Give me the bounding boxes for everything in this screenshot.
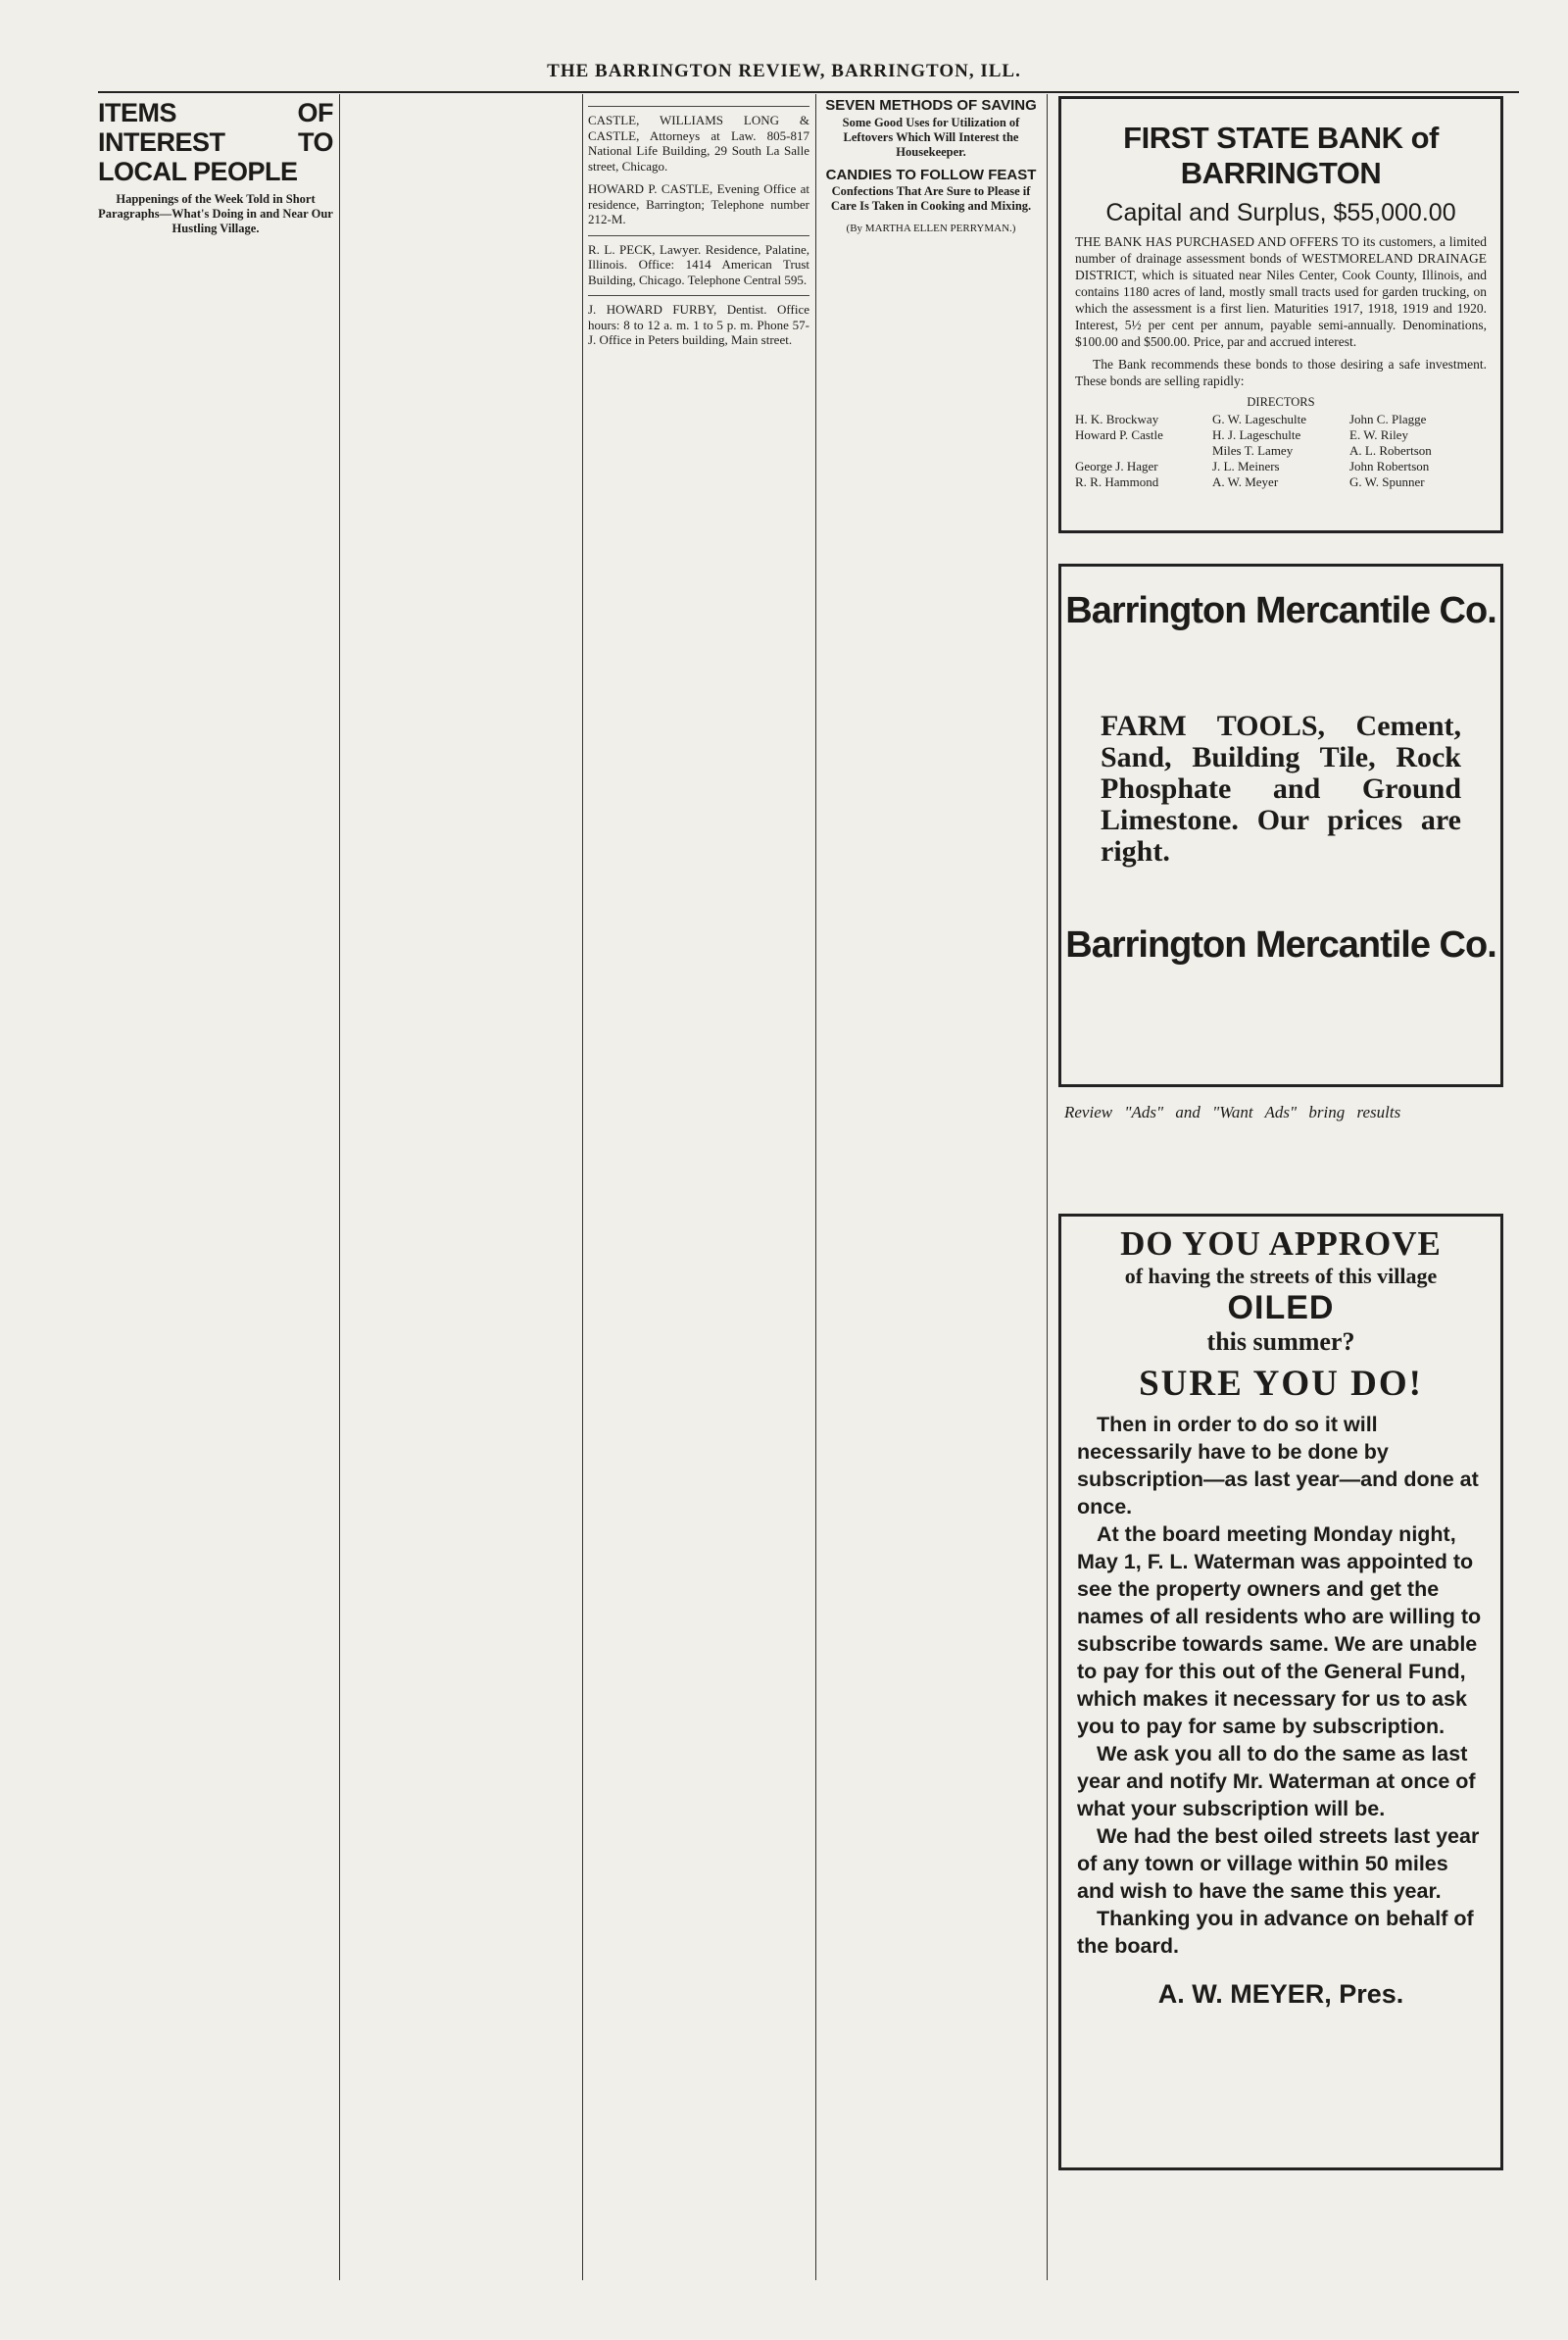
subhead-candies: Confections That Are Sure to Please if Care Is Taken in Cooking and Mixing. [830, 184, 1032, 214]
bank-recommendation: The Bank recommends these bonds to those desiring a safe investment. These bonds are selling rapidly: [1075, 357, 1487, 388]
card-peck: R. L. PECK, Lawyer. Residence, Palatine, Illinois. Office: 1414 American Trust Building, Chicago. Telephone Central 595. [588, 235, 809, 288]
column-divider [582, 94, 583, 2280]
director-name: Howard P. Castle [1075, 427, 1163, 442]
director-name: E. W. Riley [1349, 427, 1408, 442]
oil-paragraph: Thanking you in advance on behalf of the board. [1077, 1907, 1474, 1958]
ad-barrington-mercantile [1058, 564, 1503, 1087]
review-ads-tagline: Review "Ads" and "Want Ads" bring results [1064, 1103, 1401, 1121]
byline: (By MARTHA ELLEN PERRYMAN.) [846, 223, 1016, 235]
headline-subhead: Happenings of the Week Told in Short Paragraphs—What's Doing in and Near Our Hustling Village. [98, 192, 333, 235]
director-name: G. W. Lageschulte [1212, 412, 1307, 426]
headline-items-of-interest: ITEMS OF INTEREST TO LOCAL PEOPLE [98, 98, 333, 186]
director-name: John Robertson [1349, 459, 1430, 473]
bank-title: FIRST STATE BANK of BARRINGTON [1123, 121, 1439, 190]
card-castle [588, 106, 809, 227]
masthead-rule [98, 91, 1519, 93]
director-name [1075, 443, 1212, 459]
director-name: Miles T. Lamey [1212, 443, 1294, 458]
bank-capital: Capital and Surplus, $55,000.00 [1105, 199, 1456, 226]
masthead: THE BARRINGTON REVIEW, BARRINGTON, ILL. [547, 61, 1021, 81]
bank-body: THE BANK HAS PURCHASED AND OFFERS TO its customers, a limited number of drainage assessment bonds of WESTMORELAND DRAINAGE DISTRICT, which is situated near Niles Center, Cook County, Illinois, and contains 1180 acres of land, mostly small tracts used for garden trucking, on which the assessment is a first lien. Maturities 1917, 1918, 1919 and 1920. Interest, 5½ per cent per annum, payable semi-annually. Denominations, $100.00 and $500.00. Price, par and accrued interest. [1075, 234, 1487, 349]
director-name: J. L. Meiners [1212, 459, 1280, 473]
subhead-seven-methods: Some Good Uses for Utilization of Leftovers Which Will Interest the Housekeeper. [842, 115, 1020, 159]
oil-line-oiled: OILED [1227, 1289, 1335, 1326]
director-name: George J. Hager [1075, 459, 1158, 473]
oil-paragraph: At the board meeting Monday night, May 1, F. L. Waterman was appointed to see the property owners and get the names of all residents who are willing to subscribe towards same. We are unable to pay for this out of the General Fund, which makes it necessary for us to ask you to pay for same by subscription. [1077, 1522, 1482, 1738]
director-name: H. K. Brockway [1075, 412, 1159, 426]
oil-body [1061, 1411, 1500, 1960]
director-name: John C. Plagge [1349, 412, 1427, 426]
ad-oiled-streets [1058, 1214, 1503, 2170]
column-3 [588, 98, 809, 2284]
oil-line-approve: DO YOU APPROVE [1120, 1224, 1442, 1263]
director-name: H. J. Lageschulte [1212, 427, 1301, 442]
directors-list [1061, 410, 1500, 492]
ad-first-state-bank [1058, 96, 1503, 533]
column-4 [821, 98, 1041, 2284]
oil-line-streets: of having the streets of this village [1124, 1264, 1438, 1288]
oil-line-sure: SURE YOU DO! [1139, 1364, 1423, 1404]
director-name: A. W. Meyer [1212, 474, 1279, 489]
oil-paragraph: Then in order to do so it will necessarily have to be done by subscription—as last year—and done at once. [1077, 1413, 1479, 1519]
column-divider [1047, 94, 1048, 2280]
oil-line-summer: this summer? [1206, 1327, 1355, 1356]
director-name: G. W. Spunner [1349, 474, 1425, 489]
directors-label: DIRECTORS [1247, 395, 1315, 409]
oil-paragraph: We had the best oiled streets last year of any town or village within 50 miles and wish to have the same this year. [1077, 1824, 1480, 1903]
column-divider [815, 94, 816, 2280]
heading-candies: CANDIES TO FOLLOW FEAST [825, 166, 1037, 183]
column-2 [345, 98, 576, 2284]
oil-paragraph: We ask you all to do the same as last year and notify Mr. Waterman at once of what your subscription will be. [1077, 1742, 1476, 1820]
card-furby: J. HOWARD FURBY, Dentist. Office hours: 8 to 12 a. m. 1 to 5 p. m. Phone 57-J. Office in Peters building, Main street. [588, 295, 809, 348]
director-name: R. R. Hammond [1075, 474, 1159, 489]
column-divider [339, 94, 340, 2280]
mercantile-title: Barrington Mercantile Co. [1065, 590, 1496, 631]
director-name: A. L. Robertson [1349, 443, 1432, 458]
column-1 [98, 98, 333, 2284]
mercantile-message: FARM TOOLS, Cement, Sand, Building Tile, Rock Phosphate and Ground Limestone. Our prices are right. [1101, 710, 1461, 868]
mercantile-title-bottom: Barrington Mercantile Co. [1065, 924, 1496, 966]
card-castle-office: HOWARD P. CASTLE, Evening Office at residence, Barrington; Telephone number 212-M. [588, 181, 809, 226]
card-castle-text: CASTLE, WILLIAMS LONG & CASTLE, Attorneys at Law. 805-817 National Life Building, 29 South La Salle street, Chicago. [588, 113, 809, 174]
heading-seven-methods: SEVEN METHODS OF SAVING [825, 98, 1037, 114]
oil-signature: A. W. MEYER, Pres. [1157, 1979, 1404, 2009]
